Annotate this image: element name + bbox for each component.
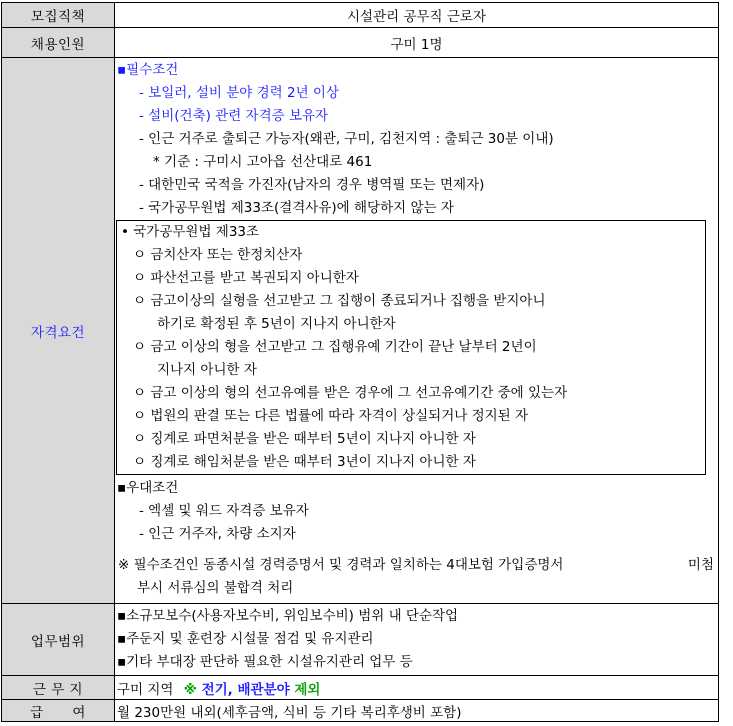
- law-box-title: • 국가공무원법 제33조: [121, 224, 260, 240]
- law-box-item: ㅇ 금고이상의 실형을 선고받고 그 집행이 종료되거나 집행을 받지아니: [133, 293, 546, 309]
- preferred-item: - 인근 거주자, 차량 소지자: [139, 526, 296, 542]
- position-value: 시설관리 공무직 근로자: [115, 3, 719, 28]
- note-text: ※ 필수조건인 동종시설 경력증명서 및 경력과 일치하는 4대보험 가입증명서: [118, 557, 564, 573]
- law-box-item-cont: 하기로 확정된 후 5년이 지나지 아니한자: [157, 316, 396, 332]
- note-tail: 미첨: [687, 557, 714, 573]
- duties-cell: [115, 604, 719, 676]
- duty-item: ▪기타 부대장 판단하 필요한 시설유지관리 업무 등: [117, 654, 413, 670]
- salary-cell: [115, 700, 719, 722]
- required-title: ▪필수조건: [117, 62, 179, 78]
- location-note-prefix: ※: [183, 681, 202, 698]
- location-cell: [115, 676, 719, 700]
- preferred-title: ▪우대조건: [117, 480, 179, 496]
- preferred-item: - 엑셀 및 워드 자격증 보유자: [139, 503, 309, 519]
- salary-row: [2, 700, 719, 722]
- law-box-item: ㅇ 징계로 파면처분을 받은 때부터 5년이 지나지 아니한 자: [133, 431, 476, 447]
- note-line: [115, 554, 718, 577]
- duty-item: ▪주둔지 및 훈련장 시설물 점검 및 유지관리: [117, 631, 374, 647]
- law-box-item: ㅇ 금고 이상의 형을 선고받고 그 집행유예 기간이 끝난 날부터 2년이: [133, 339, 537, 355]
- law-box-item: ㅇ 법원의 판결 또는 다른 법률에 따라 자격이 상실되거나 정지된 자: [133, 408, 529, 424]
- position-row: [2, 3, 719, 28]
- law-box-item: ㅇ 징계로 해임처분을 받은 때부터 3년이 지나지 아니한 자: [133, 454, 476, 470]
- required-item: - 대한민국 국적을 가진자(남자의 경우 병역필 또는 면제자): [139, 177, 485, 193]
- location-row: [2, 676, 719, 700]
- law-box-item-cont: 지나지 아니한 자: [157, 362, 257, 378]
- duty-item: ▪소규모보수(사용자보수비, 위임보수비) 범위 내 단순작업: [117, 608, 459, 624]
- duties-label: 업무범위: [2, 604, 115, 676]
- qualifications-cell: [115, 58, 719, 604]
- required-item: - 국가공무원법 제33조(결격사유)에 해당하지 않는 자: [139, 200, 454, 216]
- law-box-item: ㅇ 금고 이상의 형의 선고유예를 받은 경우에 그 선고유예기간 중에 있는자: [133, 385, 568, 401]
- note-line-cont: 부시 서류심의 불합격 처리: [137, 580, 294, 596]
- location-note-suffix: 제외: [289, 681, 321, 698]
- required-item: - 설비(건축) 관련 자격증 보유자: [139, 108, 329, 124]
- headcount-row: [2, 28, 719, 58]
- location-value: 구미 지역: [117, 681, 174, 698]
- duties-row: [2, 604, 719, 676]
- qualifications-row: [2, 58, 719, 604]
- headcount-label: 채용인원: [2, 28, 115, 58]
- required-item-note: * 기준 : 구미시 고아읍 선산대로 461: [153, 154, 373, 170]
- law-article-box: [116, 220, 706, 475]
- law-box-item: ㅇ 금치산자 또는 한정치산자: [133, 247, 303, 263]
- salary-value: 월 230만원 내외(세후금액, 식비 등 기타 복리후생비 포함): [117, 704, 462, 721]
- law-box-item: ㅇ 파산선고를 받고 복권되지 아니한자: [133, 270, 359, 286]
- salary-label: 급 여: [2, 700, 115, 722]
- location-note-highlight: 전기, 배관분야: [201, 681, 290, 698]
- position-label: 모집직책: [2, 3, 115, 28]
- required-item: - 보일러, 설비 분야 경력 2년 이상: [139, 85, 339, 101]
- job-posting-table: [1, 2, 719, 722]
- location-label: 근 무 지: [2, 676, 115, 700]
- required-item: - 인근 거주로 출퇴근 가능자(왜관, 구미, 김천지역 : 출퇴근 30분 이내): [139, 131, 554, 147]
- qualifications-label: 자격요건: [2, 58, 115, 604]
- headcount-value: 구미 1명: [115, 28, 719, 58]
